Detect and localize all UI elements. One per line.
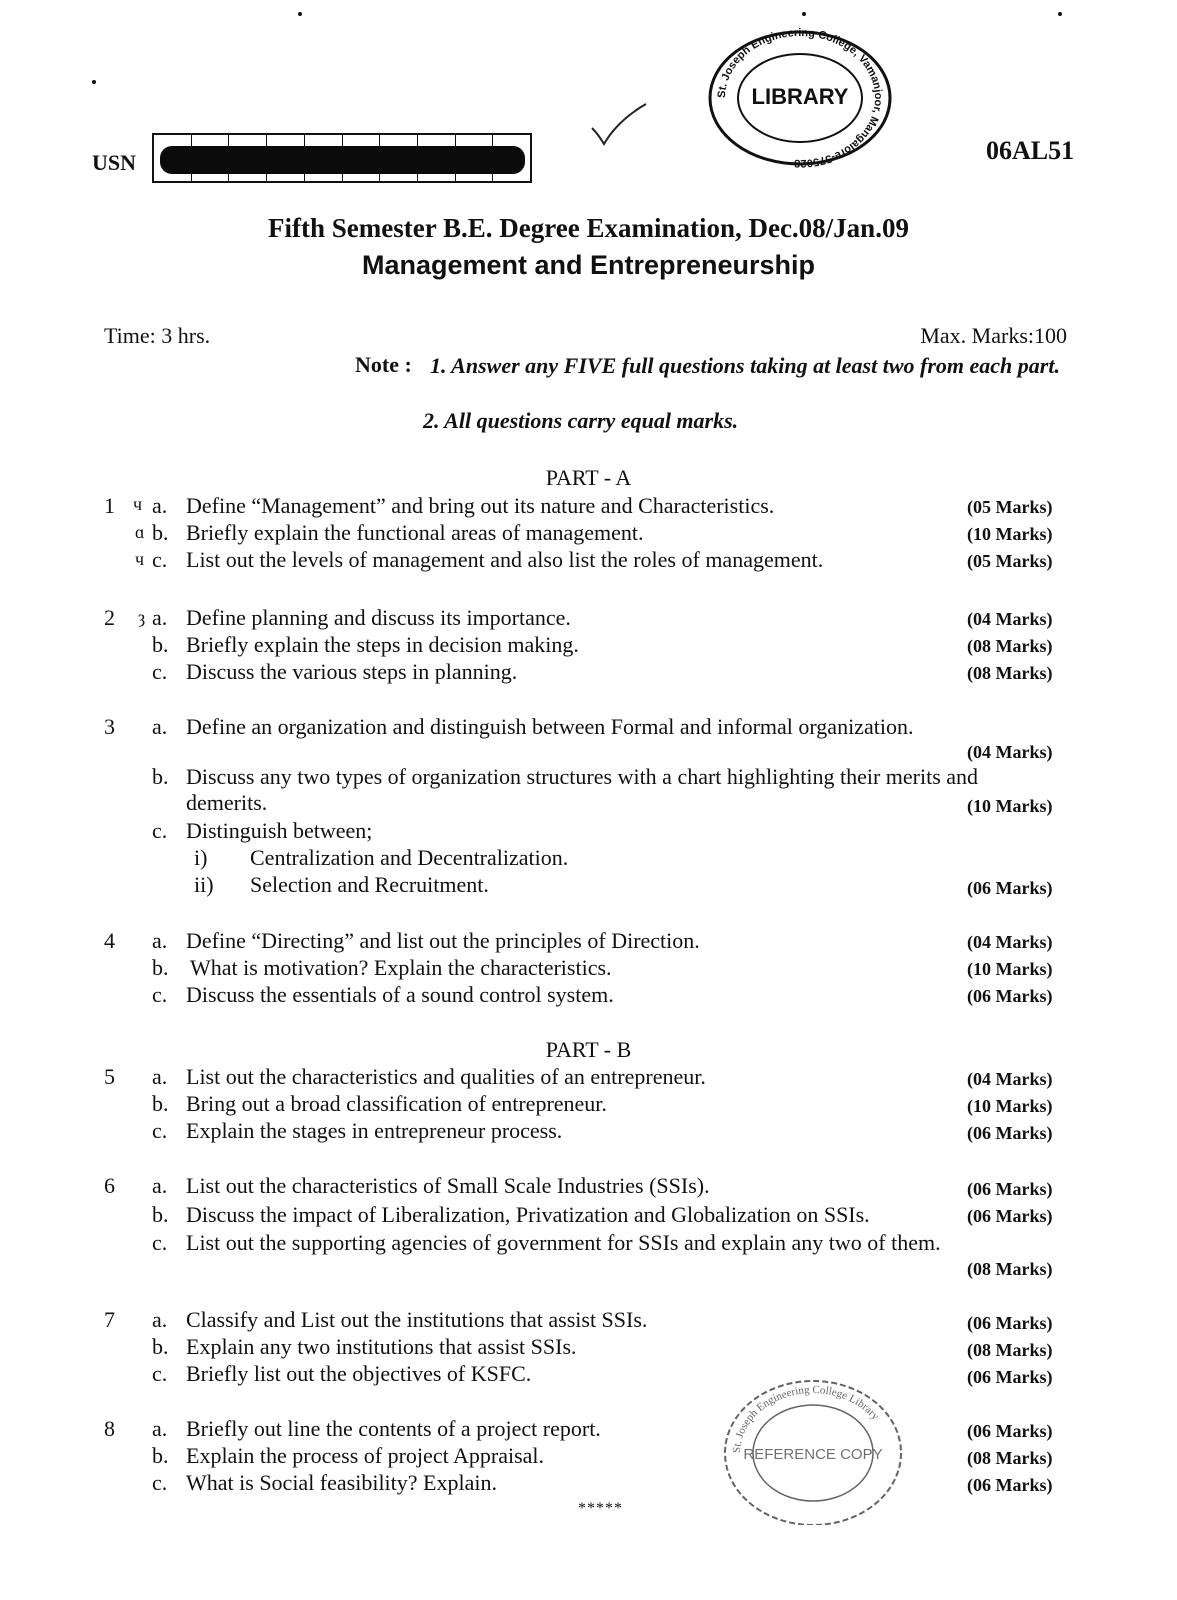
sub-label: b. [152, 1091, 169, 1116]
sub-label: a. [152, 493, 168, 518]
sub-label: a. [152, 714, 168, 739]
marks: (06 Marks) [967, 1421, 1053, 1441]
usn-label: USN [92, 150, 137, 175]
sub-label: a. [152, 928, 168, 953]
end-stars: ***** [578, 1500, 623, 1517]
question-text: Explain the stages in entrepreneur process. [186, 1118, 563, 1143]
question-text: Briefly explain the steps in decision making. [186, 632, 579, 657]
sub-label: c. [152, 1470, 168, 1495]
sub-label: b. [152, 955, 169, 980]
question-text: Briefly explain the functional areas of management. [186, 520, 644, 545]
question-text: Explain any two institutions that assist SSIs. [186, 1334, 577, 1359]
usn-redaction [160, 146, 525, 174]
question-text: What is motivation? Explain the characteristics. [190, 955, 612, 980]
question-number: 6 [104, 1173, 115, 1198]
exam-title: Fifth Semester B.E. Degree Examination, Dec.08/Jan.09 [268, 213, 909, 243]
marks: (05 Marks) [967, 551, 1053, 571]
paper-code: 06AL51 [986, 136, 1075, 165]
sub-label: c. [152, 982, 168, 1007]
question-number: 3 [104, 714, 115, 739]
sub-label: c. [152, 1230, 168, 1255]
marks: (05 Marks) [967, 497, 1053, 517]
svg-text:St. Joseph Engineering College: St. Joseph Engineering College, Vamanjoor, Mangalore-575028 [715, 28, 885, 168]
question-text: Centralization and Decentralization. [250, 845, 569, 870]
marks: (10 Marks) [967, 1096, 1053, 1116]
question-text: Briefly out line the contents of a project report. [186, 1416, 601, 1441]
sub-label: b. [152, 764, 169, 789]
question-text: Discuss the impact of Liberalization, Privatization and Globalization on SSIs. [186, 1202, 870, 1227]
question-number: 8 [104, 1416, 115, 1441]
question-text: Briefly list out the objectives of KSFC. [186, 1361, 532, 1386]
sub-label: a. [152, 605, 168, 630]
question-text: Define an organization and distinguish between Formal and informal organization. [186, 714, 914, 739]
question-text: List out the levels of management and also list the roles of management. [186, 547, 824, 572]
question-text: Define “Directing” and list out the principles of Direction. [186, 928, 700, 953]
question-number: 7 [104, 1307, 115, 1332]
marks: (06 Marks) [967, 1123, 1053, 1143]
marks: (06 Marks) [967, 878, 1053, 898]
sub-label: b. [152, 1334, 169, 1359]
question-text: Define “Management” and bring out its nature and Characteristics. [186, 493, 775, 518]
handwritten-mark: ч [135, 549, 145, 569]
marks: (10 Marks) [967, 796, 1053, 816]
question-number: 1 [104, 493, 115, 518]
check-mark-icon [588, 100, 648, 148]
svg-text:St. Joseph Engineering College: St. Joseph Engineering College Library [730, 1383, 882, 1454]
question-number: 4 [104, 928, 115, 953]
scan-dot [1058, 12, 1062, 16]
sub-label: c. [152, 659, 168, 684]
question-text: What is Social feasibility? Explain. [186, 1470, 497, 1495]
question-text: Classify and List out the institutions that assist SSIs. [186, 1307, 648, 1332]
question-number: 2 [104, 605, 115, 630]
note-1: 1. Answer any FIVE full questions taking at least two from each part. [430, 353, 1060, 378]
marks: (06 Marks) [967, 1206, 1053, 1226]
handwritten-mark: ч [133, 494, 143, 514]
sub-label: a. [152, 1307, 168, 1332]
question-text: Define planning and discuss its importance. [186, 605, 571, 630]
marks: (04 Marks) [967, 932, 1053, 952]
part-a-heading: PART - A [545, 465, 632, 490]
svg-text:LIBRARY: LIBRARY [751, 84, 849, 109]
marks: (08 Marks) [967, 663, 1053, 683]
time-allowed: Time: 3 hrs. [104, 323, 211, 348]
marks: (08 Marks) [967, 1340, 1053, 1360]
question-text: Discuss the essentials of a sound control system. [186, 982, 614, 1007]
marks: (08 Marks) [967, 1259, 1053, 1279]
sub-label: a. [152, 1416, 168, 1441]
question-text: Bring out a broad classification of entrepreneur. [186, 1091, 607, 1116]
question-text: List out the supporting agencies of government for SSIs and explain any two of them. [186, 1230, 941, 1255]
marks: (10 Marks) [967, 959, 1053, 979]
sub-label: b. [152, 1202, 169, 1227]
reference-stamp-icon [718, 1375, 908, 1525]
sub-label: b. [152, 632, 169, 657]
subject-title: Management and Entrepreneurship [361, 250, 816, 280]
marks: (06 Marks) [967, 1367, 1053, 1387]
marks: (04 Marks) [967, 1069, 1053, 1089]
question-text: demerits. [186, 790, 268, 815]
sub-label: c. [152, 1361, 168, 1386]
scan-dot [802, 12, 806, 16]
question-text: Explain the process of project Appraisal. [186, 1443, 545, 1468]
question-text: Selection and Recruitment. [250, 872, 489, 897]
library-stamp-icon [705, 28, 895, 168]
note-2: 2. All questions carry equal marks. [423, 408, 739, 433]
svg-text:REFERENCE COPY: REFERENCE COPY [743, 1446, 883, 1463]
marks: (10 Marks) [967, 524, 1053, 544]
marks: (08 Marks) [967, 1448, 1053, 1468]
sub-item-label: i) [194, 845, 208, 870]
scan-dot [92, 80, 96, 84]
note-label: Note : [355, 352, 412, 377]
max-marks: Max. Marks:100 [920, 323, 1067, 348]
sub-label: c. [152, 547, 168, 572]
sub-label: a. [152, 1064, 168, 1089]
marks: (06 Marks) [967, 1179, 1053, 1199]
question-number: 5 [104, 1064, 115, 1089]
question-text: List out the characteristics and qualities of an entrepreneur. [186, 1064, 706, 1089]
sub-label: b. [152, 520, 169, 545]
scan-dot [298, 12, 302, 16]
marks: (04 Marks) [967, 609, 1053, 629]
marks: (06 Marks) [967, 986, 1053, 1006]
sub-label: c. [152, 818, 168, 843]
question-text: List out the characteristics of Small Scale Industries (SSIs). [186, 1173, 710, 1198]
marks: (08 Marks) [967, 636, 1053, 656]
question-text: Discuss the various steps in planning. [186, 659, 518, 684]
marks: (06 Marks) [967, 1475, 1053, 1495]
part-b-heading: PART - B [545, 1037, 632, 1062]
handwritten-mark: ɑ [135, 522, 145, 542]
handwritten-mark: ȝ [138, 607, 146, 627]
marks: (06 Marks) [967, 1313, 1053, 1333]
question-text: Discuss any two types of organization structures with a chart highlighting their merits and [186, 764, 979, 789]
sub-label: c. [152, 1118, 168, 1143]
question-text: Distinguish between; [186, 818, 373, 843]
sub-label: b. [152, 1443, 169, 1468]
sub-item-label: ii) [194, 872, 214, 897]
sub-label: a. [152, 1173, 168, 1198]
marks: (04 Marks) [967, 742, 1053, 762]
